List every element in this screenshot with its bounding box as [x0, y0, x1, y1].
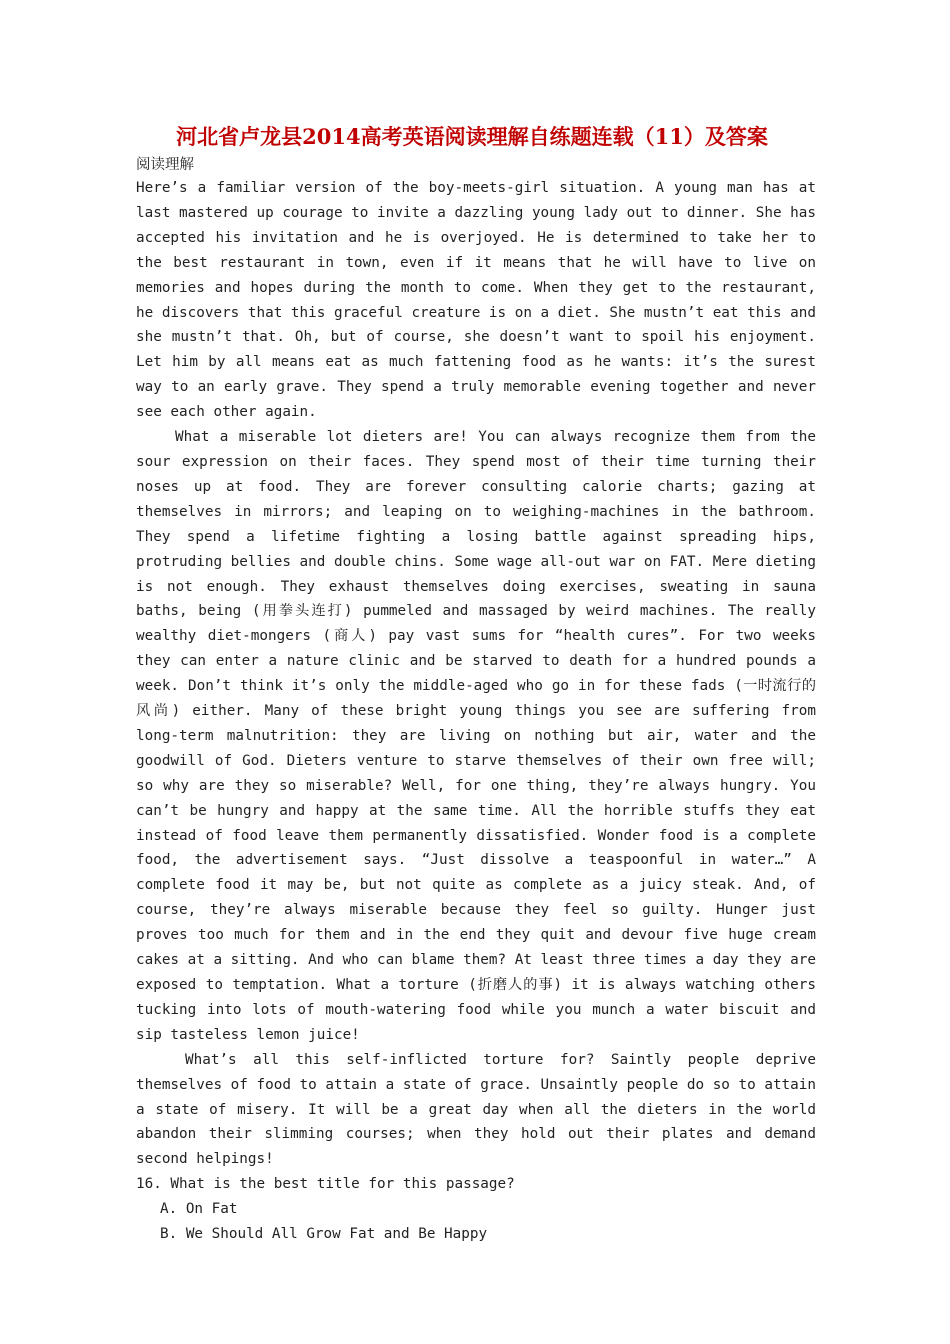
section-label: 阅读理解 [136, 157, 194, 173]
paragraph-2: What a miserable lot dieters are! You can always recognize them from the sour expression on their faces. They spend most of their time turning their noses up at food. They are forever consulting calorie charts; gazing at themselves in mirrors; and leaping on to weighing-machines in the bathroom. They spend a lifetime fighting a losing battle against spreading hips, protruding bellies and double chins. Some wage all-out war on FAT. Mere dieting is not enough. They exhaust themselves doing exercises, sweating in sauna baths, being (用拳头连打) pummeled and massaged by weird machines. The really wealthy diet-mongers (商人) pay vast sums for “health cures”. For two weeks they can enter a nature clinic and be starved to death for a hundred pounds a week. Don’t think it’s only the middle-aged who go in for these fads (一时流行的风尚) either. Many of these bright young things you see are suffering from long-term malnutrition: they are living on nothing but air, water and the goodwill of God. Dieters venture to starve themselves of their own free will; so why are they so miserable? Well, for one thing, they’re always hungry. You can’t be hungry and happy at the same time. All the horrible stuffs they eat instead of food leave them permanently dissatisfied. Wonder food is a complete food, the advertisement says. “Just dissolve a teaspoonful in water…” A complete food it may be, but not quite as complete as a juicy steak. And, of course, they’re always miserable because they feel so guilty. Hunger just proves too much for them and in the end they quit and devour five huge cream cakes at a sitting. And who can blame them? At least three times a day they are exposed to temptation. What a torture (折磨人的事) it is always watching others tucking into lots of mouth-watering food while you munch a water biscuit and sip tasteless lemon juice! [136, 429, 816, 1043]
question-16: 16. What is the best title for this passage? [136, 1176, 515, 1193]
document-page [136, 120, 816, 1247]
paragraph-3: What’s all this self-inflicted torture for? Saintly people deprive themselves of food to attain a state of grace. Unsaintly people do so to attain a state of misery. It will be a great day when all the dieters in the world abandon their slimming courses; when they hold out their plates and demand second helpings! [136, 1051, 816, 1168]
option-b[interactable]: B. We Should All Grow Fat and Be Happy [160, 1226, 488, 1243]
option-a[interactable]: A. On Fat [160, 1201, 238, 1218]
paragraph-1: Here’s a familiar version of the boy-meets-girl situation. A young man has at last mastered up courage to invite a dazzling young lady out to dinner. She has accepted his invitation and he is overjoyed. He is determined to take her to the best restaurant in town, even if it means that he will have to live on memories and hopes during the month to come. When they get to the restaurant, he discovers that this graceful creature is on a diet. She mustn’t eat this and she mustn’t that. Oh, but of course, she doesn’t want to spoil his enjoyment. Let him by all means eat as much fattening food as he wants: it’s the surest way to an early grave. They spend a truly memorable evening together and never see each other again. [136, 180, 816, 421]
document-title: 河北省卢龙县2014高考英语阅读理解自练题连载（11）及答案 [176, 124, 768, 149]
